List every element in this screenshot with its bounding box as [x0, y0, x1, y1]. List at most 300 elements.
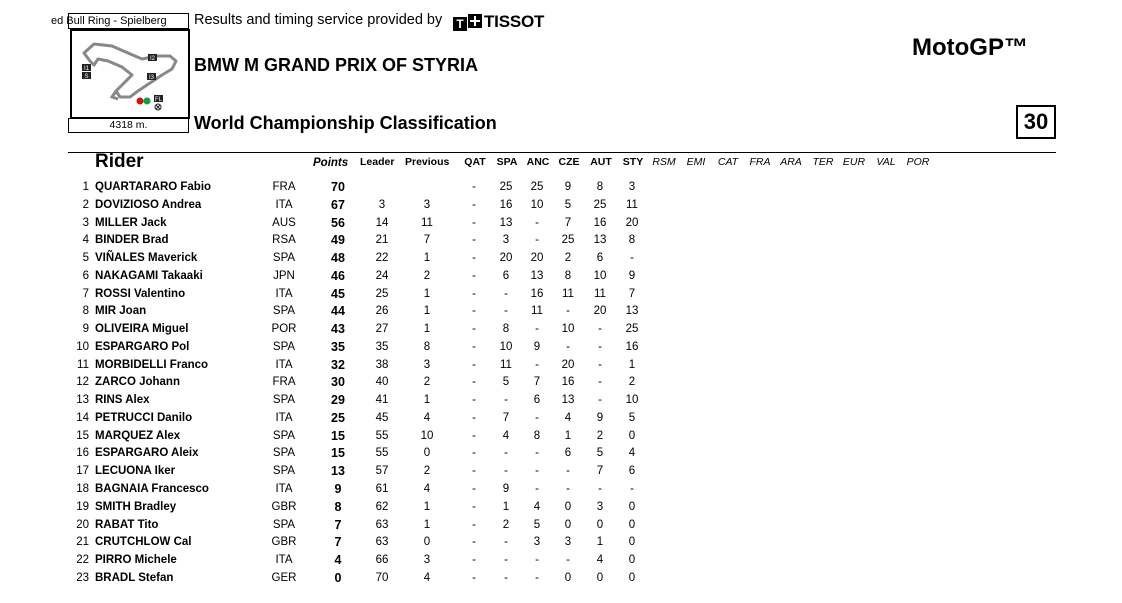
points-cell: 45: [331, 286, 345, 301]
race-points-cell: 6: [596, 252, 604, 265]
position-cell: 23: [76, 571, 89, 584]
race-points-cell: 7: [628, 287, 636, 300]
track-name: ed Bull Ring - Spielberg: [68, 13, 189, 29]
race-points-cell: 10: [561, 323, 575, 336]
swiss-cross-icon: [468, 14, 482, 28]
points-cell: 15: [331, 446, 345, 461]
table-row: [0, 410, 1122, 428]
race-points-cell: 16: [561, 376, 575, 389]
race-points-cell: 7: [596, 465, 604, 478]
previous-gap-cell: 3: [423, 198, 431, 211]
table-row: [0, 321, 1122, 339]
race-points-cell: 0: [596, 571, 604, 584]
rider-name-cell: LECUONA Iker: [95, 465, 176, 478]
race-points-cell: 1: [564, 429, 572, 442]
race-points-cell: 10: [530, 198, 544, 211]
points-cell: 48: [331, 251, 345, 266]
race-points-cell: -: [535, 447, 539, 460]
previous-gap-cell: 1: [423, 305, 431, 318]
position-cell: 17: [76, 465, 89, 478]
previous-gap-cell: 1: [423, 394, 431, 407]
header-divider: [68, 152, 1056, 153]
race-points-cell: -: [472, 198, 476, 211]
race-points-cell: 13: [593, 234, 607, 247]
race-points-cell: 7: [533, 376, 541, 389]
race-points-cell: 9: [502, 483, 510, 496]
race-header-anc: ANC: [526, 156, 550, 168]
race-points-cell: -: [566, 305, 570, 318]
position-cell: 3: [82, 216, 89, 229]
previous-gap-cell: 4: [423, 411, 431, 424]
leader-gap-cell: 70: [375, 571, 389, 584]
rider-name-cell: BAGNAIA Francesco: [95, 483, 209, 496]
race-points-cell: 13: [499, 216, 513, 229]
race-points-cell: 16: [625, 340, 639, 353]
points-cell: 30: [331, 375, 345, 390]
leader-gap-cell: 40: [375, 376, 389, 389]
rider-name-cell: NAKAGAMI Takaaki: [95, 269, 203, 282]
table-row: [0, 357, 1122, 375]
nation-cell: FRA: [272, 376, 296, 389]
race-points-cell: 11: [626, 198, 638, 211]
race-points-cell: 1: [596, 536, 604, 549]
race-points-cell: 7: [502, 411, 510, 424]
points-cell: 44: [331, 304, 345, 319]
rider-name-cell: SMITH Bradley: [95, 500, 177, 513]
previous-gap-cell: 4: [423, 483, 431, 496]
race-header-qat: QAT: [464, 156, 486, 168]
position-cell: 1: [82, 181, 89, 193]
rider-name-cell: VIÑALES Maverick: [95, 252, 198, 265]
race-points-cell: -: [535, 323, 539, 336]
leader-gap-cell: 55: [375, 447, 389, 460]
race-points-cell: -: [472, 340, 476, 353]
rider-name-cell: BRADL Stefan: [95, 571, 174, 584]
points-cell: 56: [331, 215, 345, 230]
nation-cell: SPA: [272, 252, 296, 265]
race-header-cat: CAT: [717, 156, 739, 168]
race-points-cell: -: [566, 483, 570, 496]
race-points-cell: -: [472, 571, 476, 584]
previous-gap-cell: 8: [423, 340, 431, 353]
nation-cell: ITA: [275, 483, 293, 496]
table-row: [0, 215, 1122, 233]
table-row: [0, 534, 1122, 552]
points-cell: 43: [331, 322, 345, 337]
race-points-cell: 5: [533, 518, 541, 531]
previous-gap-cell: 1: [423, 518, 431, 531]
race-points-cell: -: [535, 571, 539, 584]
table-row: [0, 286, 1122, 304]
points-cell: 70: [331, 180, 345, 194]
position-cell: 16: [76, 447, 89, 460]
position-cell: 14: [76, 411, 89, 424]
race-points-cell: 5: [564, 198, 572, 211]
race-points-cell: -: [504, 554, 508, 567]
race-points-cell: -: [472, 518, 476, 531]
race-points-cell: 0: [628, 429, 636, 442]
race-points-cell: 5: [502, 376, 510, 389]
position-cell: 15: [76, 429, 89, 442]
rider-name-cell: BINDER Brad: [95, 234, 169, 247]
race-points-cell: 0: [564, 518, 572, 531]
race-points-cell: 1: [502, 500, 510, 513]
track-layout-icon: [72, 31, 188, 117]
rider-name-cell: ESPARGARO Aleix: [95, 447, 199, 460]
nation-cell: SPA: [272, 518, 296, 531]
race-header-fra: FRA: [749, 156, 771, 168]
race-header-aut: AUT: [590, 156, 612, 168]
table-row: [0, 197, 1122, 215]
race-points-cell: -: [472, 216, 476, 229]
position-cell: 11: [77, 358, 89, 371]
race-points-cell: -: [472, 394, 476, 407]
previous-gap-cell: 3: [423, 358, 431, 371]
position-cell: 12: [76, 376, 89, 389]
tissot-logo: T TISSOT: [453, 12, 544, 32]
race-points-cell: 11: [500, 358, 512, 371]
leader-gap-cell: 66: [375, 554, 389, 567]
race-points-cell: -: [535, 554, 539, 567]
race-points-cell: -: [598, 358, 602, 371]
tissot-t-icon: T: [453, 17, 467, 31]
race-points-cell: -: [535, 358, 539, 371]
leader-gap-cell: 35: [375, 340, 389, 353]
race-points-cell: 0: [628, 571, 636, 584]
race-points-cell: 9: [596, 411, 604, 424]
leader-column-header: Leader: [360, 156, 395, 168]
race-points-cell: -: [535, 465, 539, 478]
table-row: [0, 463, 1122, 481]
race-points-cell: 13: [625, 305, 639, 318]
table-row: [0, 303, 1122, 321]
rider-name-cell: PIRRO Michele: [95, 554, 177, 567]
nation-cell: RSA: [272, 234, 296, 247]
race-points-cell: 10: [625, 394, 639, 407]
points-cell: 4: [334, 553, 342, 568]
race-points-cell: 16: [530, 287, 544, 300]
race-points-cell: 25: [499, 181, 513, 193]
table-row: [0, 445, 1122, 463]
table-row: [0, 552, 1122, 570]
race-points-cell: 13: [561, 394, 575, 407]
race-points-cell: -: [472, 554, 476, 567]
race-points-cell: 4: [628, 447, 636, 460]
race-points-cell: 1: [628, 358, 636, 371]
table-row: [0, 374, 1122, 392]
svg-text:I1: I1: [83, 66, 90, 72]
race-points-cell: 11: [562, 287, 574, 300]
race-points-cell: -: [472, 500, 476, 513]
points-cell: 46: [331, 268, 345, 283]
position-cell: 19: [76, 500, 89, 513]
position-cell: 10: [76, 340, 89, 353]
nation-cell: GBR: [271, 536, 297, 549]
race-points-cell: 20: [625, 216, 639, 229]
points-cell: 8: [334, 499, 342, 514]
race-points-cell: 0: [564, 500, 572, 513]
table-row: [0, 339, 1122, 357]
leader-gap-cell: 3: [378, 198, 386, 211]
nation-cell: POR: [271, 323, 297, 336]
race-header-por: POR: [906, 156, 930, 168]
race-points-cell: 25: [625, 323, 639, 336]
nation-cell: SPA: [272, 465, 296, 478]
leader-gap-cell: 26: [375, 305, 389, 318]
previous-gap-cell: 1: [423, 287, 431, 300]
race-points-cell: 11: [531, 305, 543, 318]
race-points-cell: 6: [564, 447, 572, 460]
race-points-cell: 8: [533, 429, 541, 442]
nation-cell: SPA: [272, 305, 296, 318]
points-column-header: Points: [313, 157, 349, 169]
race-points-cell: 6: [628, 465, 636, 478]
position-cell: 18: [76, 483, 89, 496]
position-cell: 2: [82, 198, 89, 211]
nation-cell: ITA: [275, 358, 293, 371]
race-points-cell: 2: [502, 518, 510, 531]
round-number: 30: [1016, 105, 1056, 139]
race-header-eur: EUR: [842, 156, 866, 168]
race-header-emi: EMI: [686, 156, 706, 168]
rider-name-cell: ZARCO Johann: [95, 376, 180, 389]
race-points-cell: -: [535, 216, 539, 229]
table-row: [0, 481, 1122, 499]
previous-column-header: Previous: [405, 156, 450, 168]
leader-gap-cell: 38: [375, 358, 389, 371]
rider-name-cell: RABAT Tito: [95, 518, 159, 531]
race-points-cell: 25: [530, 181, 544, 193]
classification-title: World Championship Classification: [194, 113, 497, 133]
race-points-cell: 0: [628, 518, 636, 531]
race-points-cell: 4: [596, 554, 604, 567]
rider-name-cell: MARQUEZ Alex: [95, 429, 181, 442]
series-logo: MotoGP™: [912, 34, 1028, 61]
race-points-cell: -: [504, 571, 508, 584]
position-cell: 6: [82, 269, 89, 282]
previous-gap-cell: 11: [421, 216, 433, 229]
table-row: [0, 179, 1122, 197]
race-points-cell: 20: [530, 252, 544, 265]
race-points-cell: -: [472, 483, 476, 496]
race-points-cell: -: [598, 340, 602, 353]
points-cell: 49: [331, 233, 345, 248]
race-points-cell: 25: [593, 198, 607, 211]
race-points-cell: -: [472, 287, 476, 300]
race-points-cell: 3: [533, 536, 541, 549]
race-points-cell: -: [472, 358, 476, 371]
race-points-cell: 10: [499, 340, 513, 353]
leader-gap-cell: 25: [375, 287, 389, 300]
position-cell: 4: [82, 234, 89, 247]
rider-name-cell: MORBIDELLI Franco: [95, 358, 209, 371]
race-points-cell: 2: [564, 252, 572, 265]
position-cell: 7: [82, 287, 89, 300]
table-row: [0, 392, 1122, 410]
race-points-cell: 5: [628, 411, 636, 424]
race-points-cell: 2: [628, 376, 636, 389]
previous-gap-cell: 0: [423, 536, 431, 549]
track-length: 4318 m.: [68, 118, 189, 133]
leader-gap-cell: 24: [375, 269, 389, 282]
race-points-cell: -: [472, 429, 476, 442]
race-points-cell: 0: [628, 554, 636, 567]
points-cell: 7: [334, 535, 342, 550]
leader-gap-cell: 57: [375, 465, 389, 478]
race-points-cell: 6: [502, 269, 510, 282]
previous-gap-cell: 7: [423, 234, 431, 247]
nation-cell: FRA: [272, 181, 296, 193]
race-points-cell: -: [504, 305, 508, 318]
race-points-cell: 8: [596, 181, 604, 193]
points-cell: 0: [334, 570, 342, 585]
race-points-cell: 25: [561, 234, 575, 247]
race-points-cell: 11: [594, 287, 606, 300]
race-points-cell: 8: [502, 323, 510, 336]
previous-gap-cell: 10: [420, 429, 434, 442]
leader-gap-cell: 45: [375, 411, 389, 424]
race-header-sty: STY: [622, 156, 644, 168]
previous-gap-cell: 0: [423, 447, 431, 460]
nation-cell: SPA: [272, 394, 296, 407]
previous-gap-cell: 4: [423, 571, 431, 584]
previous-gap-cell: 2: [423, 376, 431, 389]
previous-gap-cell: 1: [423, 500, 431, 513]
rider-name-cell: CRUTCHLOW Cal: [95, 536, 192, 549]
nation-cell: JPN: [273, 269, 295, 282]
nation-cell: AUS: [272, 216, 296, 229]
table-row: [0, 428, 1122, 446]
race-points-cell: -: [630, 483, 634, 496]
leader-gap-cell: 63: [375, 518, 389, 531]
race-points-cell: 20: [561, 358, 575, 371]
race-points-cell: -: [566, 465, 570, 478]
race-points-cell: -: [472, 465, 476, 478]
race-header-val: VAL: [876, 156, 896, 168]
race-points-cell: 8: [564, 269, 572, 282]
race-points-cell: 16: [593, 216, 607, 229]
race-points-cell: 4: [533, 500, 541, 513]
previous-gap-cell: 2: [423, 465, 431, 478]
race-points-cell: 5: [596, 447, 604, 460]
points-cell: 13: [331, 464, 345, 479]
leader-gap-cell: 21: [375, 234, 389, 247]
race-points-cell: -: [472, 181, 476, 193]
race-points-cell: 9: [628, 269, 636, 282]
race-points-cell: -: [598, 483, 602, 496]
nation-cell: SPA: [272, 447, 296, 460]
race-points-cell: -: [472, 305, 476, 318]
nation-cell: GBR: [271, 500, 297, 513]
leader-gap-cell: 41: [375, 394, 389, 407]
rider-name-cell: MILLER Jack: [95, 216, 167, 229]
race-header-ara: ARA: [780, 156, 802, 168]
position-cell: 8: [82, 305, 89, 318]
race-points-cell: 16: [499, 198, 513, 211]
race-points-cell: -: [504, 465, 508, 478]
table-row: [0, 250, 1122, 268]
race-points-cell: -: [598, 376, 602, 389]
nation-cell: GER: [271, 571, 297, 584]
race-header-cze: CZE: [558, 156, 580, 168]
svg-text:S: S: [84, 74, 89, 80]
previous-gap-cell: 3: [423, 554, 431, 567]
race-points-cell: -: [472, 536, 476, 549]
position-cell: 22: [76, 554, 89, 567]
rider-name-cell: DOVIZIOSO Andrea: [95, 198, 202, 211]
race-points-cell: 3: [564, 536, 572, 549]
points-cell: 32: [331, 357, 345, 372]
leader-gap-cell: 63: [375, 536, 389, 549]
points-cell: 35: [331, 339, 345, 354]
nation-cell: ITA: [275, 287, 293, 300]
race-points-cell: -: [598, 394, 602, 407]
race-points-cell: -: [472, 411, 476, 424]
leader-gap-cell: 27: [375, 323, 389, 336]
race-points-cell: -: [472, 376, 476, 389]
race-points-cell: 2: [596, 429, 604, 442]
race-points-cell: 4: [502, 429, 510, 442]
track-map: [70, 29, 190, 119]
race-points-cell: 8: [628, 234, 636, 247]
position-cell: 13: [76, 394, 89, 407]
position-cell: 5: [82, 252, 89, 265]
race-points-cell: -: [535, 483, 539, 496]
leader-gap-cell: 62: [375, 500, 389, 513]
rider-name-cell: QUARTARARO Fabio: [95, 181, 212, 193]
nation-cell: ITA: [275, 411, 293, 424]
race-points-cell: 6: [533, 394, 541, 407]
race-points-cell: -: [472, 252, 476, 265]
race-points-cell: -: [566, 554, 570, 567]
nation-cell: ITA: [275, 554, 293, 567]
points-cell: 29: [331, 393, 345, 408]
race-points-cell: 3: [628, 181, 636, 193]
race-points-cell: -: [566, 340, 570, 353]
position-cell: 9: [82, 323, 89, 336]
race-points-cell: 9: [533, 340, 541, 353]
race-points-cell: -: [504, 447, 508, 460]
race-points-cell: -: [504, 394, 508, 407]
points-cell: 7: [334, 517, 342, 532]
race-points-cell: 13: [530, 269, 544, 282]
race-points-cell: 7: [564, 216, 572, 229]
classification-table: [0, 179, 1122, 588]
race-points-cell: 9: [564, 181, 572, 193]
event-title: BMW M GRAND PRIX OF STYRIA: [194, 55, 478, 75]
race-header-spa: SPA: [496, 156, 518, 168]
rider-name-cell: ESPARGARO Pol: [95, 340, 190, 353]
rider-name-cell: OLIVEIRA Miguel: [95, 323, 189, 336]
race-points-cell: 0: [628, 500, 636, 513]
race-points-cell: -: [504, 536, 508, 549]
race-points-cell: -: [472, 323, 476, 336]
race-points-cell: -: [598, 323, 602, 336]
race-points-cell: -: [472, 447, 476, 460]
race-points-cell: 4: [564, 411, 572, 424]
provider-text: Results and timing service provided by: [194, 12, 443, 28]
previous-gap-cell: 1: [423, 323, 431, 336]
race-points-cell: -: [535, 234, 539, 247]
race-points-cell: 0: [628, 536, 636, 549]
race-points-cell: -: [504, 287, 508, 300]
previous-gap-cell: 1: [423, 252, 431, 265]
race-header-ter: TER: [812, 156, 834, 168]
table-row: [0, 268, 1122, 286]
rider-name-cell: ROSSI Valentino: [95, 287, 186, 300]
race-header-rsm: RSM: [652, 156, 676, 168]
leader-gap-cell: 55: [375, 429, 389, 442]
